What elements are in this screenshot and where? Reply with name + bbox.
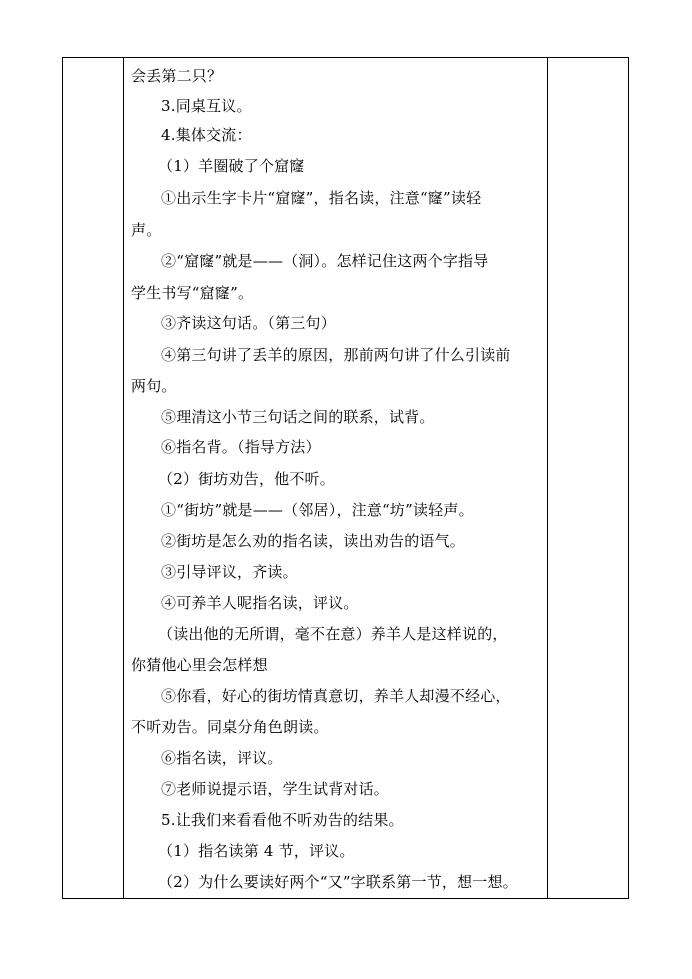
text-line: 你猜他心里会怎样想	[131, 656, 268, 674]
text-line: 两句。	[131, 377, 177, 395]
text-line: 学生书写“窟窿”。	[131, 284, 254, 302]
text-line: （1）羊圈破了个窟窿	[158, 157, 305, 175]
text-line: ②“窟窿”就是——（洞）。怎样记住这两个字指导	[161, 252, 489, 270]
text-line: 会丢第二只？	[131, 67, 223, 85]
column-divider-left	[123, 58, 124, 898]
text-line: 3.同桌互议。	[161, 97, 252, 115]
text-line: （2）街坊劝告，他不听。	[158, 470, 335, 488]
text-line: 5.让我们来看看他不听劝告的结果。	[161, 811, 404, 829]
text-line: ①出示生字卡片“窟窿”，指名读，注意“窿”读轻	[161, 189, 482, 207]
text-line: 不听劝告。同桌分角色朗读。	[131, 718, 329, 736]
text-line: 4.集体交流：	[161, 126, 252, 144]
text-line: ③齐读这句话。（第三句）	[161, 314, 336, 332]
text-line: ⑥指名读，评议。	[161, 749, 283, 767]
column-divider-right	[547, 58, 548, 898]
text-line: （读出他的无所谓，毫不在意）养羊人是这样说的，	[158, 625, 508, 643]
text-line: ⑤理清这小节三句话之间的联系，试背。	[161, 408, 435, 426]
text-line: 声。	[131, 221, 162, 239]
text-line: ①“街坊”就是——（邻居），注意“坊”读轻声。	[161, 501, 474, 519]
lesson-content-cell	[128, 57, 544, 899]
text-line: ④第三句讲了丢羊的原因，那前两句讲了什么引读前	[161, 346, 511, 364]
text-line: ⑤你看，好心的街坊情真意切，养羊人却漫不经心，	[161, 687, 511, 705]
text-line: （2）为什么要读好两个“又”字联系第一节，想一想。	[158, 873, 518, 891]
text-line: ④可养羊人呢指名读，评议。	[161, 594, 359, 612]
text-line: ③引导评议，齐读。	[161, 563, 298, 581]
text-line: ②街坊是怎么劝的指名读，读出劝告的语气。	[161, 532, 466, 550]
text-line: （1）指名读第 4 节，评议。	[158, 842, 355, 860]
text-line: ⑦老师说提示语，学生试背对话。	[161, 780, 390, 798]
text-line: ⑥指名背。（指导方法）	[161, 438, 321, 456]
